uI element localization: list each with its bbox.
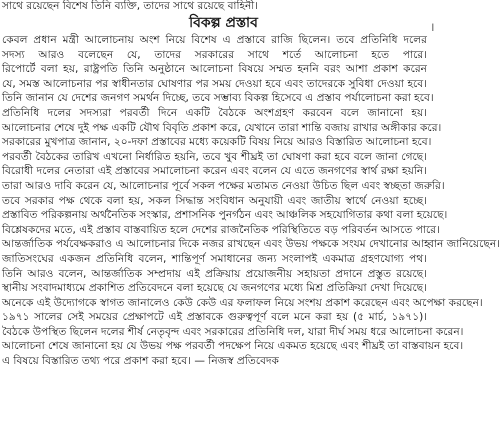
paragraph-line: বিরোধী দলের নেতারা এই প্রস্তাবের সমালোচনা করেন এবং বলেন যে এতে জনগণের স্বার্থ রক্ষা হয়নি। — [2, 165, 427, 178]
paragraph-line: যে, সমস্ত আলোচনার পর স্বাধীনতার ঘোষণার পর সময় দেওয়া হবে এবং তাদেরকে সুবিধা দেওয়া হবে। — [2, 77, 427, 90]
continued-text-line: সাথে রয়েছেন বিশেষ তিনি ব্যক্তি, তাদের সাথে রয়েছে বাহিনী। — [2, 0, 259, 12]
paragraph-line: এ বিষয়ে বিস্তারিত তথ্য পরে প্রকাশ করা হবে। — নিজস্ব প্রতিবেদক — [2, 355, 279, 368]
paragraph-line: রিপোর্টে বলা হয়, রাষ্ট্রপতি তিনি অনুষ্ঠানে আলোচনা বিষয়ে সম্মত হননি বরং আশা প্রকাশ করেন — [2, 63, 427, 76]
paragraph-line: পরবর্তী বৈঠকের তারিখ এখনো নির্ধারিত হয়নি, তবে খুব শীঘ্রই তা ঘোষণা করা হবে বলে জানা গেছে। — [2, 150, 427, 163]
paragraph-line: সরকারের মুখপাত্র জানান, ২০-দফা প্রস্তাবের মধ্যে কয়েকটি বিষয় নিয়ে আরও বিস্তারিত আলোচনা হবে। — [2, 136, 432, 149]
paragraph-line: তবে সরকার পক্ষ থেকে বলা হয়, সকল সিদ্ধান্ত সংবিধান অনুযায়ী এবং জাতীয় স্বার্থে নেওয়া হচ্ছে। — [2, 194, 427, 207]
paragraph-line: জাতিসংঘের একজন প্রতিনিধি বলেন, শান্তিপূর্ণ সমাধানের জন্য সংলাপই একমাত্র গ্রহণযোগ্য পথ। — [2, 252, 427, 265]
paragraph-line: বৈঠকে উপস্থিত ছিলেন দলের শীর্ষ নেতৃবৃন্দ এবং সরকারের প্রতিনিধি দল, যারা দীর্ঘ সময় ধরে আলোচনা করেন। — [2, 325, 464, 338]
margin-mark: । — [430, 20, 435, 34]
paragraph-line: বিশ্লেষকদের মতে, এই প্রস্তাব বাস্তবায়িত হলে দেশের রাজনৈতিক পরিস্থিতিতে বড় পরিবর্তন আসতে পারে। — [2, 223, 440, 236]
paragraph-line: ১৯৭১ সালের সেই সময়ের প্রেক্ষাপটে এই প্রস্তাবকে গুরুত্বপূর্ণ বলে মনে করা হয় (৫ মার্চ, ১৯৭১)। — [2, 311, 427, 324]
paragraph-line: তারা আরও দাবি করেন যে, আলোচনার পূর্বে সকল পক্ষের মতামত নেওয়া উচিত ছিল এবং স্বচ্ছতা জরুরি। — [2, 179, 445, 192]
paragraph-line: সদস্য আরও বলেছেন যে, তাদের সরকারের সাথে শর্তে আলোচনা হতে পারে। — [2, 48, 427, 61]
paragraph-line: স্থানীয় সংবাদমাধ্যমে প্রকাশিত প্রতিবেদনে বলা হয়েছে যে জনগণের মধ্যে মিশ্র প্রতিক্রিয়া দেখা দিয়েছে। — [2, 282, 427, 295]
article-body — [2, 33, 500, 369]
paragraph-line: কেবল প্রধান মন্ত্রী আলোচনায় অংশ নিয়ে বিশেষ এ প্রস্তাবে রাজি ছিলেন। তবে প্রতিনিধি দলের — [2, 34, 427, 46]
paragraph-line: আলোচনার শেষে দুই পক্ষ একটি যৌথ বিবৃতি প্রকাশ করে, যেখানে তারা শান্তি বজায় রাখার অঙ্গীকার করে। — [2, 121, 442, 134]
section-title: বিকল্প প্রস্তাব — [189, 15, 258, 31]
paragraph-line: প্রতিনিধি দলের সদস্যরা পরবর্তী দিনে একটি বৈঠকে অংশগ্রহণ করবেন বলে জানানো হয়। — [2, 106, 427, 119]
paragraph-line: অনেকে এই উদ্যোগকে স্বাগত জানালেও কেউ কেউ এর ফলাফল নিয়ে সংশয় প্রকাশ করেছেন এবং অপেক্ষা করছেন। — [2, 296, 483, 309]
paragraph-line: তিনি জানান যে দেশের জনগণ সমর্থন দিচ্ছে, তবে সম্ভাব্য বিকল্প হিসেবে এ প্রস্তাব পর্যালোচনা করা হবে। — [2, 92, 434, 105]
paragraph-line: তিনি আরও বলেন, আন্তর্জাতিক সম্প্রদায় এই প্রক্রিয়ায় প্রয়োজনীয় সহায়তা প্রদানে প্রস্তুত রয়েছে। — [2, 267, 427, 280]
paragraph-line: প্রস্তাবিত পরিকল্পনায় অর্থনৈতিক সংস্কার, প্রশাসনিক পুনর্গঠন এবং আঞ্চলিক সহযোগিতার কথা বলা হয়েছে। — [2, 209, 448, 222]
paragraph-line: আলোচনা শেষে জানানো হয় যে উভয় পক্ষ পরবর্তী পদক্ষেপ নিয়ে একমত হয়েছে এবং শীঘ্রই তা বাস্তবায়ন হবে। — [2, 340, 464, 353]
paragraph-line: আন্তর্জাতিক পর্যবেক্ষকরাও এ আলোচনার দিকে নজর রাখছেন এবং উভয় পক্ষকে সংযম দেখানোর আহ্বান জানিয়েছেন। — [2, 238, 500, 251]
